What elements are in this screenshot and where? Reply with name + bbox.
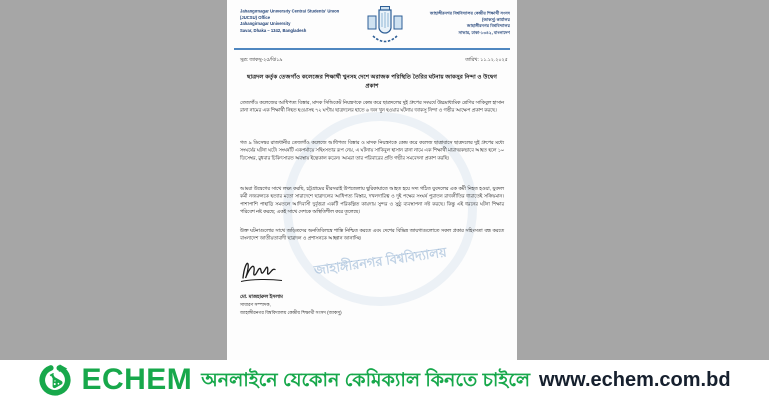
signatory-organization: জাহাঙ্গীরনগর বিশ্ববিদ্যালয় কেন্দ্রীয় শিক্ষার্থী সংসদ (জাকসু)	[240, 310, 342, 316]
echem-ad-banner	[0, 360, 769, 400]
watermark-text: জাহাঙ্গীরনগর বিশ্ববিদ্যালয়	[313, 244, 448, 278]
reference-number: সূত্র: জাকসু-২৫/বি/১৯	[240, 56, 283, 62]
letterhead-english-line: (JUCSU) Office	[240, 15, 271, 21]
echem-website-url: www.echem.com.bd	[539, 369, 731, 391]
letterhead-english	[240, 9, 360, 34]
letterhead-bengali-line: জাহাঙ্গীরনগর বিশ্ববিদ্যালয় কেন্দ্রীয় শিক্ষার্থী সংসদ	[429, 11, 510, 16]
letter-title: ছাত্রদল কর্তৃক তেজগাঁও কলেজের শিক্ষার্থী খুনসহ দেশে অরাজক পরিস্থিতি তৈরির ঘটনায় জাকসুর নিন্দা ও উদ্বেগ প্রকাশ	[247, 73, 497, 90]
letter-date: তারিখ: ১১.১২.২০২৫	[465, 56, 508, 62]
letterhead-bengali-line: সাভার, ঢাকা-১৩৪২, বাংলাদেশ	[458, 30, 510, 35]
body-paragraph-4: উক্ত ঘটনাগুলোর সাথে জড়িতদের অনতিবিলম্বে শাস্তি নিশ্চিত করতে এবং দেশের বিভিন্ন জায়গাগুলোতে সকল প্রকার সহিংসতা বন্ধ করতে বাংলাদেশ জাতীয়তাবাদী ছাত্রদল ও প্রশাসনকে আহ্বান জানাচ্ছি।	[240, 227, 504, 241]
body-paragraph-1: তেজগাঁও কলেজের আধিপত্য বিস্তার, মাদক সিন্ডিকেট নিয়ন্ত্রণকে কেন্দ্র করে ছাত্রদলের দুই গ্রুপের সংঘর্ষে উচ্চমাধ্যমিক শ্রেণির সাকিবুল হাসান রানা নামের এক শিক্ষার্থী নিহত হওয়াসহ ৭২ ঘণ্টায় ছাত্রদলের হাতে ৬ জন খুন হওয়ার ঘটনায় জাকসু নিন্দা ও গভীর আক্ষেপ প্রকাশ করছে।	[240, 99, 504, 113]
letterhead-english-line: Jahangirnagar University Central Students' Union	[240, 9, 340, 14]
letterhead-bengali-line: জাহাঙ্গীরনগর বিশ্ববিদ্যালয়	[466, 24, 510, 29]
letterhead-english-line: Savar, Dhaka – 1342, Bangladesh	[240, 28, 307, 33]
echem-tagline: অনলাইনে যেকোন কেমিক্যাল কিনতে চাইলে	[201, 369, 531, 391]
signatory-name: মো. মাজহারুল ইসলাম	[240, 293, 283, 299]
letterhead-english-line: Jahangirnagar University	[240, 22, 291, 27]
signature-image	[239, 258, 285, 291]
echem-logo-icon	[38, 363, 72, 397]
letter-page	[227, 0, 517, 360]
body-paragraph-2: গত ৯ ডিসেম্বর রাজধানীর তেজগাঁও কলেজে আধিপত্য বিস্তার ও মাদক নিয়ন্ত্রণকে কেন্দ্র করে কলেজ ছাত্রাবাসে ছাত্রদলের দুই গ্রুপের মধ্যে সংঘর্ষের ঘটনা ঘটে। সংঘর্ষটি একপর্যায়ে সহিংসতার রূপ নেয়, এ ঘটনায় সাকিবুল হাসান রানা নামে এক শিক্ষার্থী মারাত্মকভাবে আহত হলে ১০ ডিসেম্বর, বুধবার চিকিৎসারত অবস্থায় ইন্তেকাল করেন। আমরা তার পরিবারের প্রতি গভীর সমবেদনা প্রকাশ করছি।	[240, 139, 504, 161]
letterhead-bengali-line: (জাকসু) কার্যালয়	[481, 17, 510, 23]
letterhead-bengali	[390, 11, 510, 36]
body-paragraph-3: আমরা উদ্বেগের সাথে লক্ষ্য করছি, চট্টগ্রামের মীরসরাই উপজেলায় ছুরিকাঘাতে আহত হয়ে সদ্য গঠিত যুবদলের এক কর্মী নিহত হওয়া, যুবদল কর্মী নজরুলকে হত্যার মতো সারাদেশে ছাত্রদলের আধিপত্য বিস্তার, দখলদারিত্ব ও দুই পক্ষের সংঘর্ষ পুরাতন রাজনীতির ধারাতেই সক্রিয়মান। পাশাপাশি পাহাড়ি সমতলে আদিবাসী দুর্বৃত্তরা একটি পরিকল্পিত কায়দায় সুন্দর ও সুষ্ঠু ব্যবস্থাপনা নষ্ট করছে। কিন্তু এই ধরনের ঘটনা শিক্ষার পরিবেশ নষ্ট করছে; একই সাথে দেশকে অস্থিতিশীল করে তুলেছে।	[240, 185, 504, 215]
letterhead-divider	[234, 48, 510, 50]
signatory-role: সাধারণ সম্পাদক,	[240, 302, 271, 308]
echem-brand-name: ECHEM	[81, 363, 193, 396]
